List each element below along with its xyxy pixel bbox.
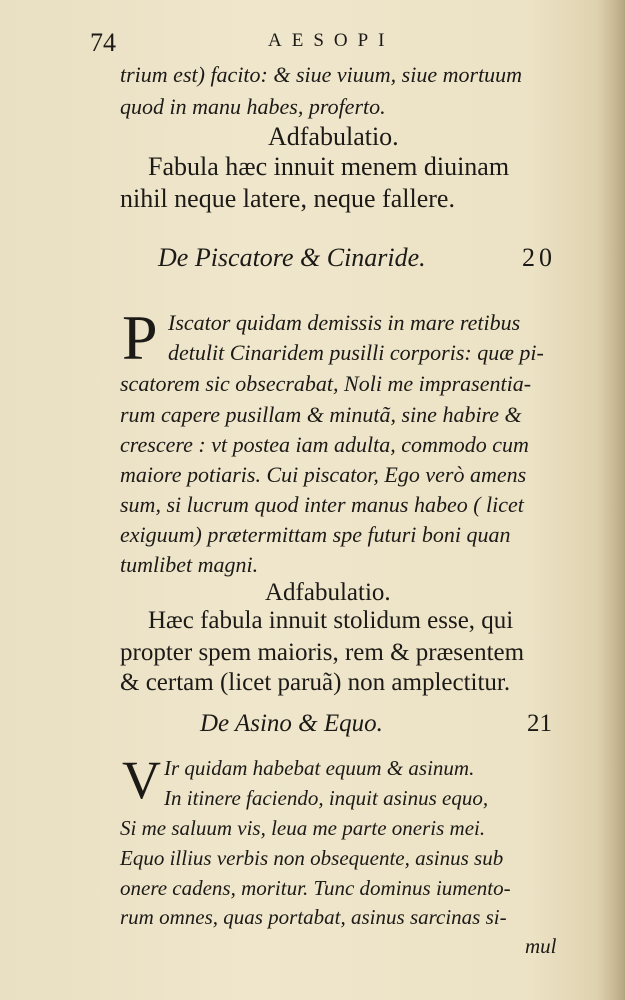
text-line: rum omnes, quas portabat, asinus sarcinas si- [120, 905, 507, 929]
text-line: In itinere faciendo, inquit asinus equo, [164, 786, 489, 810]
text-line: tumlibet magni. [120, 552, 259, 577]
text-line: crescere : vt postea iam adulta, commodo cum [120, 432, 529, 457]
moral-line: Hæc fabula innuit stolidum esse, qui [148, 607, 514, 634]
text-line: Equo illius verbis non obsequente, asinus sub [120, 846, 504, 870]
moral-line: propter spem maioris, rem & præsentem [120, 639, 525, 666]
text-line: exiguum) prætermittam spe futuri boni quan [120, 522, 511, 547]
moral-line: Fabula hæc innuit menem diuinam [148, 152, 510, 181]
fable-number: 21 [527, 710, 552, 737]
fable-number: 20 [522, 243, 556, 272]
drop-cap: V [122, 750, 161, 810]
adfabulatio-heading: Adfabulatio. [268, 122, 399, 151]
catchword: mul [525, 934, 557, 958]
text-line: Si me saluum vis, leua me parte oneris mei. [120, 816, 486, 840]
text-line: quod in manu habes, proferto. [120, 94, 386, 119]
fable-title: De Piscatore & Cinaride. [158, 243, 426, 272]
page-gutter-shadow [597, 0, 625, 1000]
text-line: maiore potiaris. Cui piscator, Ego verò amens [120, 462, 527, 487]
text-line: trium est) facito: & siue viuum, siue mortuum [120, 62, 523, 87]
text-line: scatorem sic obsecrabat, Noli me imprasentia- [120, 371, 532, 396]
page-number: 74 [90, 28, 116, 57]
drop-cap: P [122, 302, 158, 373]
text-line: onere cadens, moritur. Tunc dominus iumento- [120, 876, 511, 900]
text-line: Iscator quidam demissis in mare retibus [168, 310, 521, 335]
text-line: sum, si lucrum quod inter manus habeo ( licet [120, 492, 524, 517]
text-line: Ir quidam habebat equum & asinum. [164, 756, 475, 780]
moral-line: nihil neque latere, neque fallere. [120, 184, 455, 213]
running-head: AESOPI [268, 30, 395, 51]
adfabulatio-heading: Adfabulatio. [265, 579, 391, 606]
moral-line: & certam (licet paruã) non amplectitur. [120, 669, 511, 696]
text-line: rum capere pusillam & minutã, sine habire & [120, 402, 522, 427]
text-line: detulit Cinaridem pusilli corporis: quæ pi- [168, 340, 544, 365]
fable-title: De Asino & Equo. [200, 710, 383, 737]
